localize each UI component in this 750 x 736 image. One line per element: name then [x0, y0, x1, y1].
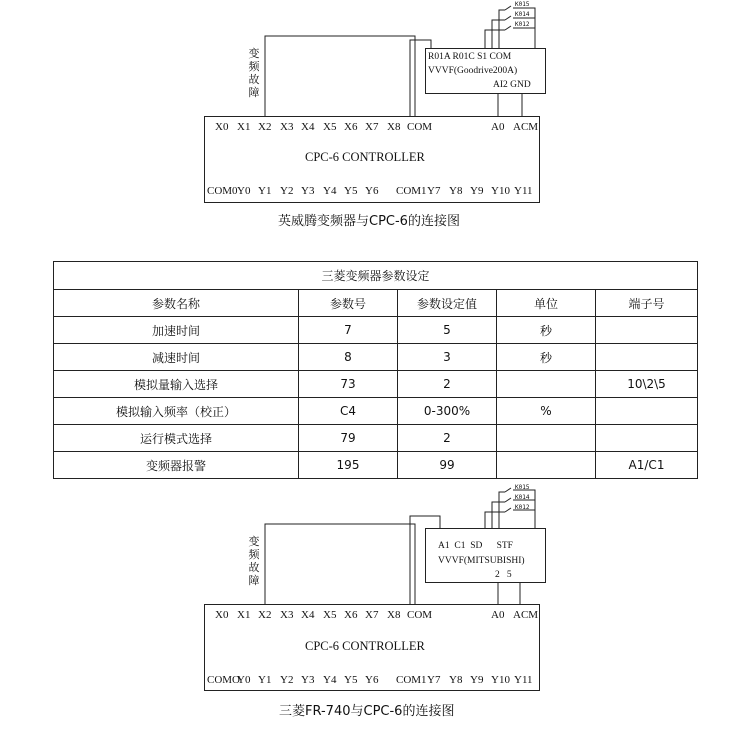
terminal-label: Y0 [237, 185, 251, 197]
cell: 2 [398, 425, 497, 452]
terminal-label: X6 [344, 121, 358, 133]
terminal-label: Y1 [258, 185, 272, 197]
cell: 加速时间 [54, 317, 299, 344]
cell [596, 398, 698, 425]
terminal-label: A0 [491, 609, 505, 621]
cell [497, 425, 596, 452]
terminal-label: X8 [387, 609, 401, 621]
terminal-label: COM [407, 609, 433, 621]
column-header: 参数号 [299, 290, 398, 317]
cell: 7 [299, 317, 398, 344]
fault-char: 频 [248, 548, 260, 561]
terminal-label: X2 [258, 121, 272, 133]
fault-char: 变 [248, 535, 260, 548]
relay-label: K012 [515, 21, 530, 28]
terminal-label: COM0 [207, 185, 238, 197]
cell: 变频器报警 [54, 452, 299, 479]
vfd-terminals-top: R01A R01C S1 COM [428, 52, 512, 62]
cell: 运行模式选择 [54, 425, 299, 452]
table-row [54, 371, 698, 398]
table-row [54, 344, 698, 371]
terminal-label: X5 [323, 609, 337, 621]
terminal-label: Y0 [237, 674, 251, 686]
table-row [54, 317, 698, 344]
cell [497, 452, 596, 479]
cell: 99 [398, 452, 497, 479]
fault-label-1 [247, 47, 261, 99]
cell: 10\2\5 [596, 371, 698, 398]
terminal-label: Y7 [427, 674, 441, 686]
terminal-label: Y11 [514, 185, 533, 197]
terminal-label: Y10 [491, 185, 510, 197]
cell: 3 [398, 344, 497, 371]
terminal-label: Y4 [323, 185, 337, 197]
terminal-label: Y9 [470, 674, 484, 686]
terminal-label: Y8 [449, 185, 463, 197]
fault-char: 变 [248, 47, 260, 60]
table-row [54, 425, 698, 452]
terminal-label: Y9 [470, 185, 484, 197]
terminal-label: X7 [365, 121, 379, 133]
diagram-caption-1: 英威腾变频器与CPC-6的连接图 [278, 214, 460, 229]
cell [596, 317, 698, 344]
terminal-label: COM1 [396, 185, 427, 197]
relay-label: K014 [515, 11, 530, 18]
terminal-label: ACM [513, 609, 539, 621]
fault-wire-2 [265, 524, 415, 605]
vfd-model: VVVF(MITSUBISHI) [438, 556, 525, 566]
terminal-label: X7 [365, 609, 379, 621]
cell: A1/C1 [596, 452, 698, 479]
vfd-model: VVVF(Goodrive200A) [428, 66, 518, 76]
cell: 8 [299, 344, 398, 371]
terminal-label: Y7 [427, 185, 441, 197]
vfd-terminals-bottom: 2 5 [495, 570, 512, 580]
cell: % [497, 398, 596, 425]
fault-char: 频 [248, 60, 260, 73]
terminal-label: X5 [323, 121, 337, 133]
fault-char: 故 [248, 73, 260, 86]
table-row [54, 452, 698, 479]
terminal-label: X1 [237, 121, 251, 133]
cell: 模拟输入频率（校正） [54, 398, 299, 425]
fault-label-2 [247, 535, 261, 587]
cell [497, 371, 596, 398]
diagram-caption-2: 三菱FR-740与CPC-6的连接图 [279, 704, 455, 719]
terminal-label: Y11 [514, 674, 533, 686]
terminal-label: X2 [258, 609, 272, 621]
terminal-label: Y4 [323, 674, 337, 686]
terminal-label: Y10 [491, 674, 510, 686]
cell: 5 [398, 317, 497, 344]
terminal-label: X0 [215, 609, 229, 621]
controller-name: CPC-6 CONTROLLER [305, 639, 425, 653]
controller-name: CPC-6 CONTROLLER [305, 150, 425, 164]
fault-char: 障 [248, 86, 260, 99]
table-title: 三菱变频器参数设定 [54, 262, 698, 290]
terminal-label: X3 [280, 121, 294, 133]
fault-char: 障 [248, 574, 260, 587]
vfd-terminals-bottom: AI2 GND [493, 80, 531, 90]
terminal-label: Y2 [280, 674, 294, 686]
cell: 73 [299, 371, 398, 398]
terminal-label: COM [407, 121, 433, 133]
fault-wire-1 [265, 36, 415, 117]
parameter-table [53, 261, 698, 479]
relay-label: K015 [515, 1, 530, 8]
cell: 2 [398, 371, 497, 398]
terminal-label: X0 [215, 121, 229, 133]
cell: 减速时间 [54, 344, 299, 371]
cell: 秒 [497, 317, 596, 344]
cell: 0-300% [398, 398, 497, 425]
terminal-label: A0 [491, 121, 505, 133]
cell: C4 [299, 398, 398, 425]
terminal-label: COM1 [396, 674, 427, 686]
terminal-label: Y5 [344, 674, 358, 686]
terminal-label: X4 [301, 121, 315, 133]
terminal-label: X4 [301, 609, 315, 621]
cell: 79 [299, 425, 398, 452]
terminal-label: X6 [344, 609, 358, 621]
terminal-label: Y5 [344, 185, 358, 197]
terminal-label: Y1 [258, 674, 272, 686]
terminal-label: ACM [513, 121, 539, 133]
terminal-label: Y6 [365, 674, 379, 686]
vfd-terminals-top: A1 C1 SD STF [438, 541, 513, 551]
table-header-row [54, 290, 698, 317]
cell [596, 344, 698, 371]
cell: 195 [299, 452, 398, 479]
column-header: 单位 [497, 290, 596, 317]
cell: 模拟量输入选择 [54, 371, 299, 398]
terminal-label: X8 [387, 121, 401, 133]
relay-label: K012 [515, 504, 530, 511]
terminal-label: Y2 [280, 185, 294, 197]
cell: 秒 [497, 344, 596, 371]
column-header: 参数设定值 [398, 290, 497, 317]
terminal-label: Y6 [365, 185, 379, 197]
terminal-label: X1 [237, 609, 251, 621]
relay-label: K014 [515, 494, 530, 501]
terminal-label: COMO [207, 674, 241, 686]
terminal-label: Y8 [449, 674, 463, 686]
column-header: 参数名称 [54, 290, 299, 317]
fault-char: 故 [248, 561, 260, 574]
cell [596, 425, 698, 452]
column-header: 端子号 [596, 290, 698, 317]
terminal-label: Y3 [301, 674, 315, 686]
terminal-label: X3 [280, 609, 294, 621]
terminal-label: Y3 [301, 185, 315, 197]
relay-label: K015 [515, 484, 530, 491]
table-row [54, 398, 698, 425]
